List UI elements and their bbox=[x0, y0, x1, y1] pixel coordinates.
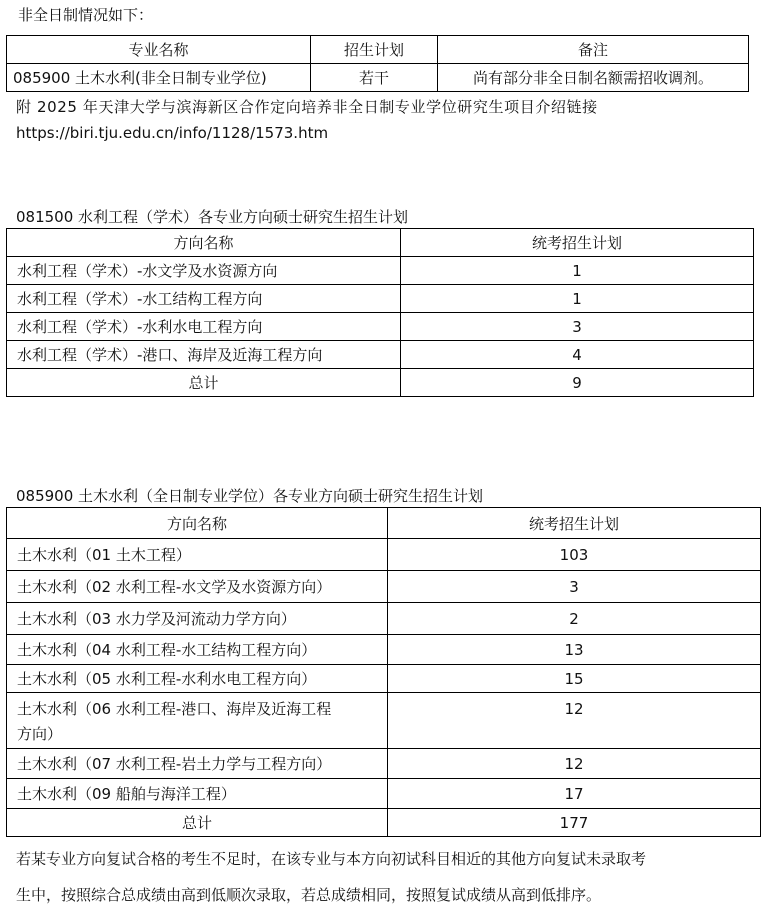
table-row bbox=[7, 64, 749, 92]
table-row bbox=[7, 603, 761, 635]
cell-plan: 4 bbox=[401, 341, 754, 369]
cell-direction: 土木水利（09 船舶与海洋工程） bbox=[7, 779, 388, 809]
cell-direction: 土木水利（02 水利工程-水文学及水资源方向） bbox=[7, 571, 388, 603]
cell-plan: 13 bbox=[388, 635, 761, 665]
cell-direction: 土木水利（07 水利工程-岩土力学与工程方向） bbox=[7, 749, 388, 779]
cell-direction-line2: 方向） bbox=[17, 725, 63, 743]
table-row bbox=[7, 693, 761, 749]
table-row bbox=[7, 665, 761, 693]
table-row bbox=[7, 539, 761, 571]
cell-direction: 土木水利（01 土木工程） bbox=[7, 539, 388, 571]
cell-direction: 水利工程（学术）-水利水电工程方向 bbox=[7, 313, 401, 341]
appendix-text: 附 2025 年天津大学与滨海新区合作定向培养非全日制专业学位研究生项目介绍链接 bbox=[16, 98, 598, 116]
table-row bbox=[7, 635, 761, 665]
cell-remark: 尚有部分非全日制名额需招收调剂。 bbox=[438, 64, 749, 92]
footer-note-line2: 生中，按照综合总成绩由高到低顺次录取，若总成绩相同，按照复试成绩从高到低排序。 bbox=[16, 886, 602, 904]
cell-direction: 土木水利（04 水利工程-水工结构工程方向） bbox=[7, 635, 388, 665]
header-plan: 统考招生计划 bbox=[401, 229, 754, 257]
table-header-row bbox=[7, 229, 754, 257]
table-row bbox=[7, 285, 754, 313]
table-row bbox=[7, 571, 761, 603]
professional-plan-table bbox=[6, 507, 761, 837]
table-header-row bbox=[7, 36, 749, 64]
table-row bbox=[7, 257, 754, 285]
table-header-row bbox=[7, 508, 761, 539]
table-total-row bbox=[7, 809, 761, 837]
cell-total-label: 总计 bbox=[7, 809, 388, 837]
cell-plan: 17 bbox=[388, 779, 761, 809]
table3-caption: 085900 土木水利（全日制专业学位）各专业方向硕士研究生招生计划 bbox=[16, 487, 484, 505]
cell-total-label: 总计 bbox=[7, 369, 401, 397]
cell-major: 085900 土木水利(非全日制专业学位) bbox=[7, 64, 311, 92]
header-direction: 方向名称 bbox=[7, 229, 401, 257]
cell-plan: 2 bbox=[388, 603, 761, 635]
appendix-link[interactable]: https://biri.tju.edu.cn/info/1128/1573.htm bbox=[16, 124, 329, 142]
cell-plan: 15 bbox=[388, 665, 761, 693]
header-enroll-plan: 招生计划 bbox=[311, 36, 438, 64]
cell-plan: 12 bbox=[388, 749, 761, 779]
header-remark: 备注 bbox=[438, 36, 749, 64]
header-major-name: 专业名称 bbox=[7, 36, 311, 64]
cell-total-value: 177 bbox=[388, 809, 761, 837]
academic-plan-table bbox=[6, 228, 754, 397]
table-row bbox=[7, 749, 761, 779]
cell-direction: 土木水利（05 水利工程-水利水电工程方向） bbox=[7, 665, 388, 693]
cell-direction: 水利工程（学术）-水文学及水资源方向 bbox=[7, 257, 401, 285]
cell-plan: 3 bbox=[388, 571, 761, 603]
table2-caption: 081500 水利工程（学术）各专业方向硕士研究生招生计划 bbox=[16, 208, 409, 226]
header-direction: 方向名称 bbox=[7, 508, 388, 539]
cell-total-value: 9 bbox=[401, 369, 754, 397]
cell-plan: 103 bbox=[388, 539, 761, 571]
cell-direction-wrapped bbox=[7, 693, 388, 749]
table-total-row bbox=[7, 369, 754, 397]
cell-plan: 1 bbox=[401, 257, 754, 285]
cell-direction: 水利工程（学术）-水工结构工程方向 bbox=[7, 285, 401, 313]
part-time-table bbox=[6, 35, 749, 92]
cell-plan: 1 bbox=[401, 285, 754, 313]
table-row bbox=[7, 341, 754, 369]
cell-plan: 12 bbox=[388, 693, 761, 749]
intro-text: 非全日制情况如下： bbox=[18, 6, 154, 24]
footer-note-line1: 若某专业方向复试合格的考生不足时，在该专业与本方向初试科目相近的其他方向复试未录取考 bbox=[16, 850, 647, 868]
cell-direction: 水利工程（学术）-港口、海岸及近海工程方向 bbox=[7, 341, 401, 369]
cell-plan: 3 bbox=[401, 313, 754, 341]
table-row bbox=[7, 313, 754, 341]
cell-direction: 土木水利（03 水力学及河流动力学方向） bbox=[7, 603, 388, 635]
cell-plan: 若干 bbox=[311, 64, 438, 92]
header-plan: 统考招生计划 bbox=[388, 508, 761, 539]
cell-direction-line1: 土木水利（06 水利工程-港口、海岸及近海工程 bbox=[17, 700, 332, 718]
table-row bbox=[7, 779, 761, 809]
